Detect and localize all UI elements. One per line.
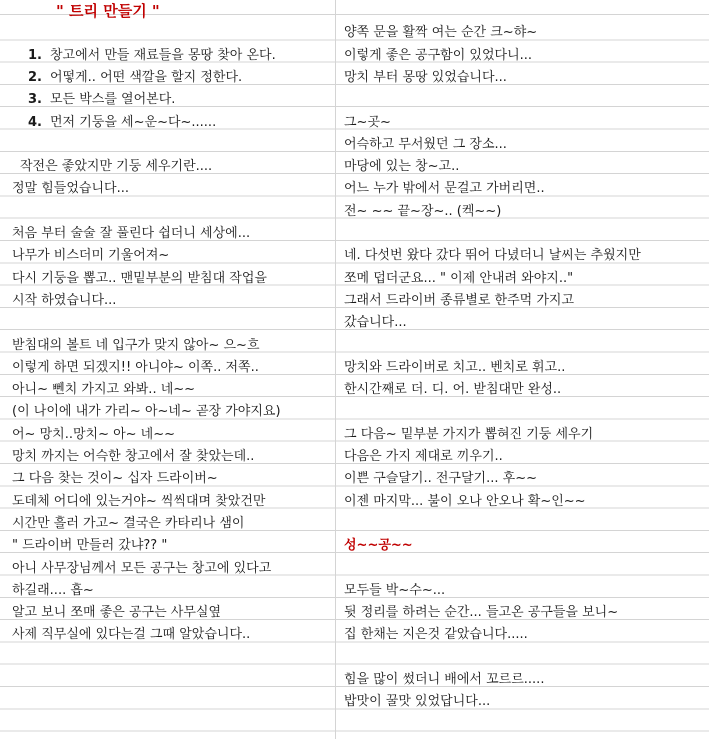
cell-text: 힘을 많이 썼더니 배에서 꼬르르..... (344, 672, 545, 687)
right-row (336, 201, 501, 223)
left-row (0, 602, 221, 624)
right-row (336, 580, 445, 602)
right-row (336, 379, 561, 401)
left-row (0, 558, 271, 580)
left-row (0, 401, 281, 423)
right-row (336, 156, 459, 178)
cell-text: 도데체 어디에 있는거야~ 씩씩대며 찾았건만 (12, 493, 266, 509)
cell-text: " 드라이버 만들러 갔냐?? " (12, 538, 168, 554)
cell-text: 망치와 드라이버로 치고.. 벤치로 휘고.. (344, 359, 566, 375)
cell-text: 어느 누가 밖에서 문걸고 가버리면.. (344, 181, 545, 197)
cell-text: 성~~공~~ (344, 538, 413, 554)
left-row (0, 268, 267, 290)
right-row (336, 45, 532, 67)
cell-text: 다음은 가지 제대로 끼우기.. (344, 449, 503, 464)
left-row (0, 535, 167, 557)
cell-text: (이 나이에 내가 가리~ 아~네~ 곧장 가야지요) (12, 404, 281, 420)
list-number: 1. (28, 47, 42, 63)
left-row (0, 446, 254, 468)
left-row (0, 223, 250, 245)
left-row (0, 580, 94, 602)
cell-text: 받침대의 볼트 네 입구가 맞지 않아~ 으~흐 (12, 337, 260, 353)
cell-text: 그래서 드라이버 종류별로 한주먹 가지고 (344, 292, 575, 308)
cell-text: 망치 까지는 어슥한 창고에서 잘 찾았는데.. (12, 449, 255, 464)
left-row (0, 112, 216, 134)
right-row (336, 357, 565, 379)
left-row (0, 45, 276, 67)
cell-text: 이쁜 구슬달기.. 전구달기... 후~~ (344, 471, 537, 487)
cell-text: 어떻게.. 어떤 색깔을 할지 정한다. (50, 69, 243, 85)
cell-text: 마당에 있는 창~고.. (344, 159, 460, 175)
cell-text: 모두들 박~수~... (344, 582, 446, 598)
cell-text: 다시 기둥을 뽑고.. 맨밑부분의 받침대 작업을 (12, 270, 267, 286)
cell-text: 밥맛이 꿀맛 있었답니다... (344, 694, 491, 710)
list-number: 3. (28, 92, 42, 108)
left-row (0, 424, 175, 446)
left-row (0, 624, 250, 646)
cell-text: 그 다음~ 밑부분 가지가 뽑혀진 기둥 세우기 (344, 426, 594, 442)
left-row (0, 468, 218, 490)
right-row (336, 468, 537, 490)
cell-text: 아니~ 뻰치 가지고 와봐.. 네~~ (12, 382, 196, 398)
left-row (0, 290, 116, 312)
left-row (0, 89, 175, 111)
cell-text: 모든 박스를 열어본다. (50, 92, 176, 108)
right-row (336, 491, 586, 513)
cell-text: 그 다음 찾는 것이~ 십자 드라이버~ (12, 471, 218, 487)
cell-text: 사제 직무실에 있다는걸 그때 알았습니다.. (12, 627, 251, 643)
cell-text: 갔습니다... (344, 315, 407, 331)
cell-text: 시간만 흘러 가고~ 결국은 카타리나 샘이 (12, 515, 245, 531)
cell-text: 한시간째로 더. 디. 어. 받침대만 완성.. (344, 382, 562, 398)
left-row (0, 491, 265, 513)
cell-text: 처음 부터 술술 잘 풀린다 쉽더니 세상에... (12, 226, 251, 241)
right-row (336, 290, 574, 312)
cell-text: 작전은 좋았지만 기둥 세우기란.... (20, 159, 213, 175)
left-row (0, 379, 195, 401)
left-row (0, 357, 259, 379)
cell-text: 어~ 망치..망치~ 아~ 네~~ (12, 426, 176, 442)
cell-text: 집 한채는 지은것 같았습니다..... (344, 627, 528, 643)
left-row (0, 178, 129, 200)
cell-text: 양쪽 문을 활짝 여는 순간 크~햐~ (344, 25, 538, 41)
cell-text: 나무가 비스더미 기울어져~ (12, 248, 170, 264)
cell-text: 쪼메 덥더군요... " 이제 안내려 와야지.." (344, 270, 574, 286)
cell-text: 먼저 기둥을 세~운~다~...... (50, 114, 217, 130)
left-row (0, 67, 242, 89)
right-row (336, 424, 593, 446)
cell-text: 알고 보니 쪼매 좋은 공구는 사무실옆 (12, 605, 222, 621)
cell-text: 이렇게 하면 되겠지!! 아니야~ 이쪽.. 저쪽.. (12, 359, 259, 375)
left-row (0, 335, 260, 357)
right-row (336, 67, 507, 89)
list-number: 2. (28, 69, 42, 85)
right-row (336, 312, 407, 334)
cell-text: 뒷 정리를 하려는 순간... 들고온 공구들을 보니~ (344, 605, 619, 621)
list-number: 4. (28, 114, 42, 130)
right-row (336, 602, 618, 624)
cell-text: 아니 사무장님께서 모든 공구는 창고에 있다고 (12, 560, 272, 576)
right-row (336, 178, 545, 200)
left-row (0, 0, 160, 22)
document-title: " 트리 만들기 " (56, 2, 160, 20)
left-row (0, 156, 212, 178)
right-row (336, 245, 641, 267)
cell-text: 창고에서 만들 재료들을 몽땅 찾아 온다. (50, 47, 276, 63)
right-row (336, 535, 413, 557)
cell-text: 네. 다섯번 왔다 갔다 뛰어 다녔더니 날씨는 추웠지만 (344, 248, 641, 264)
cell-text: 이젠 마지막... 불이 오나 안오나 확~인~~ (344, 493, 586, 509)
left-row (0, 513, 244, 535)
right-row (336, 134, 507, 156)
cell-text: 시작 하였습니다... (12, 292, 117, 308)
left-row (0, 245, 169, 267)
right-row (336, 268, 573, 290)
right-row (336, 446, 503, 468)
cell-text: 망치 부터 몽땅 있었습니다... (344, 69, 507, 85)
cell-text: 하길래.... 흡~ (12, 582, 94, 598)
right-row (336, 691, 490, 713)
cell-text: 어슥하고 무서웠던 그 장소... (344, 136, 507, 152)
right-row (336, 112, 391, 134)
cell-text: 이렇게 좋은 공구함이 있었다니... (344, 47, 533, 63)
cell-text: 그~곳~ (344, 114, 391, 130)
right-row (336, 22, 537, 44)
cell-text: 정말 힘들었습니다... (12, 181, 129, 197)
cell-text: 전~ ~~ 끝~장~.. (켁~~) (344, 203, 502, 219)
right-row (336, 669, 544, 691)
right-row (336, 624, 528, 646)
